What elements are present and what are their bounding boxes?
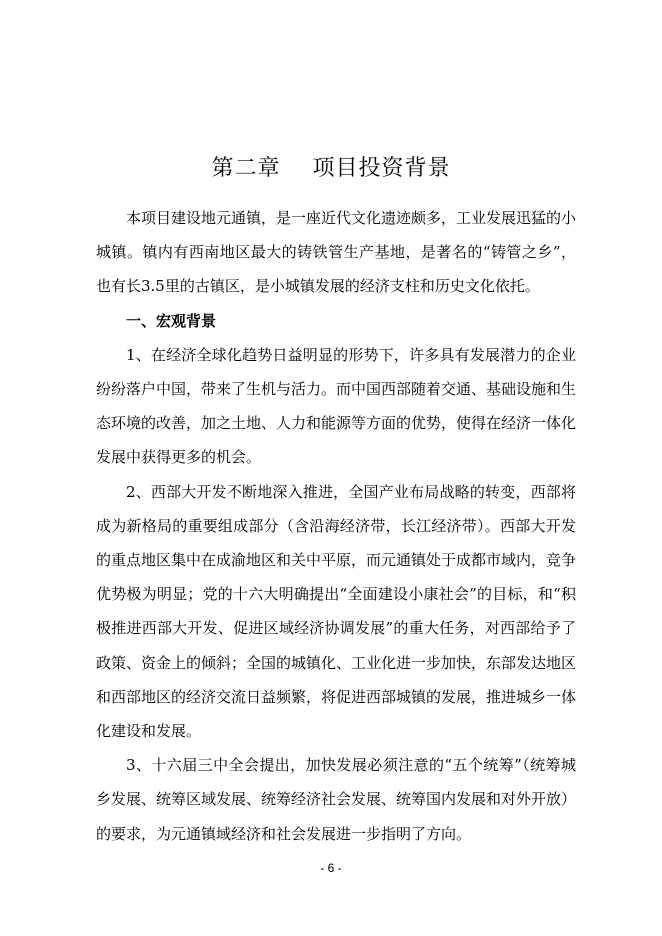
paragraph-item-1: 1、在经济全球化趋势日益明显的形势下，许多具有发展潜力的企业纷纷落户中国，带来了生机与活力。而中国西部随着交通、基础设施和生态环境的改善，加之土地、人力和能源等方面的优势，使得在经济一体化发展中获得更多的机会。 [96,345,577,467]
body-text [96,201,576,851]
paragraph-item-3: 3、十六届三中全会提出，加快发展必须注意的“五个统筹”（统筹城乡发展、统筹区域发展、统筹经济社会发展、统筹国内发展和对外开放）的要求，为元通镇域经济和社会发展进一步指明了方向。 [96,756,577,843]
chapter-title: 第二章 项目投资背景 [211,156,451,181]
intro-paragraph: 本项目建设地元通镇，是一座近代文化遗迹颇多，工业发展迅猛的小城镇。镇内有西南地区最大的铸铁管生产基地，是著名的“铸管之乡”，也有长3.5里的古镇区，是小城镇发展的经济支柱和历史文化依托。 [96,209,577,296]
page-number: - 6 - [320,861,342,875]
section-heading-macro-background: 一、宏观背景 [126,311,217,330]
paragraph-item-2: 2、西部大开发不断地深入推进，全国产业布局战略的转变，西部将成为新格局的重要组成部分（含沿海经济带，长江经济带）。西部大开发的重点地区集中在成渝地区和关中平原，而元通镇处于成都市域内，竞争优势极为明显；党的十六大明确提出“全面建设小康社会”的目标，和“积极推进西部大开发、促进区域经济协调发展”的重大任务，对西部给予了政策、资金上的倾斜；全国的城镇化、工业化进一步加快，东部发达地区和西部地区的经济交流日益频繁，将促进西部城镇的发展，推进城乡一体化建设和发展。 [96,482,577,741]
